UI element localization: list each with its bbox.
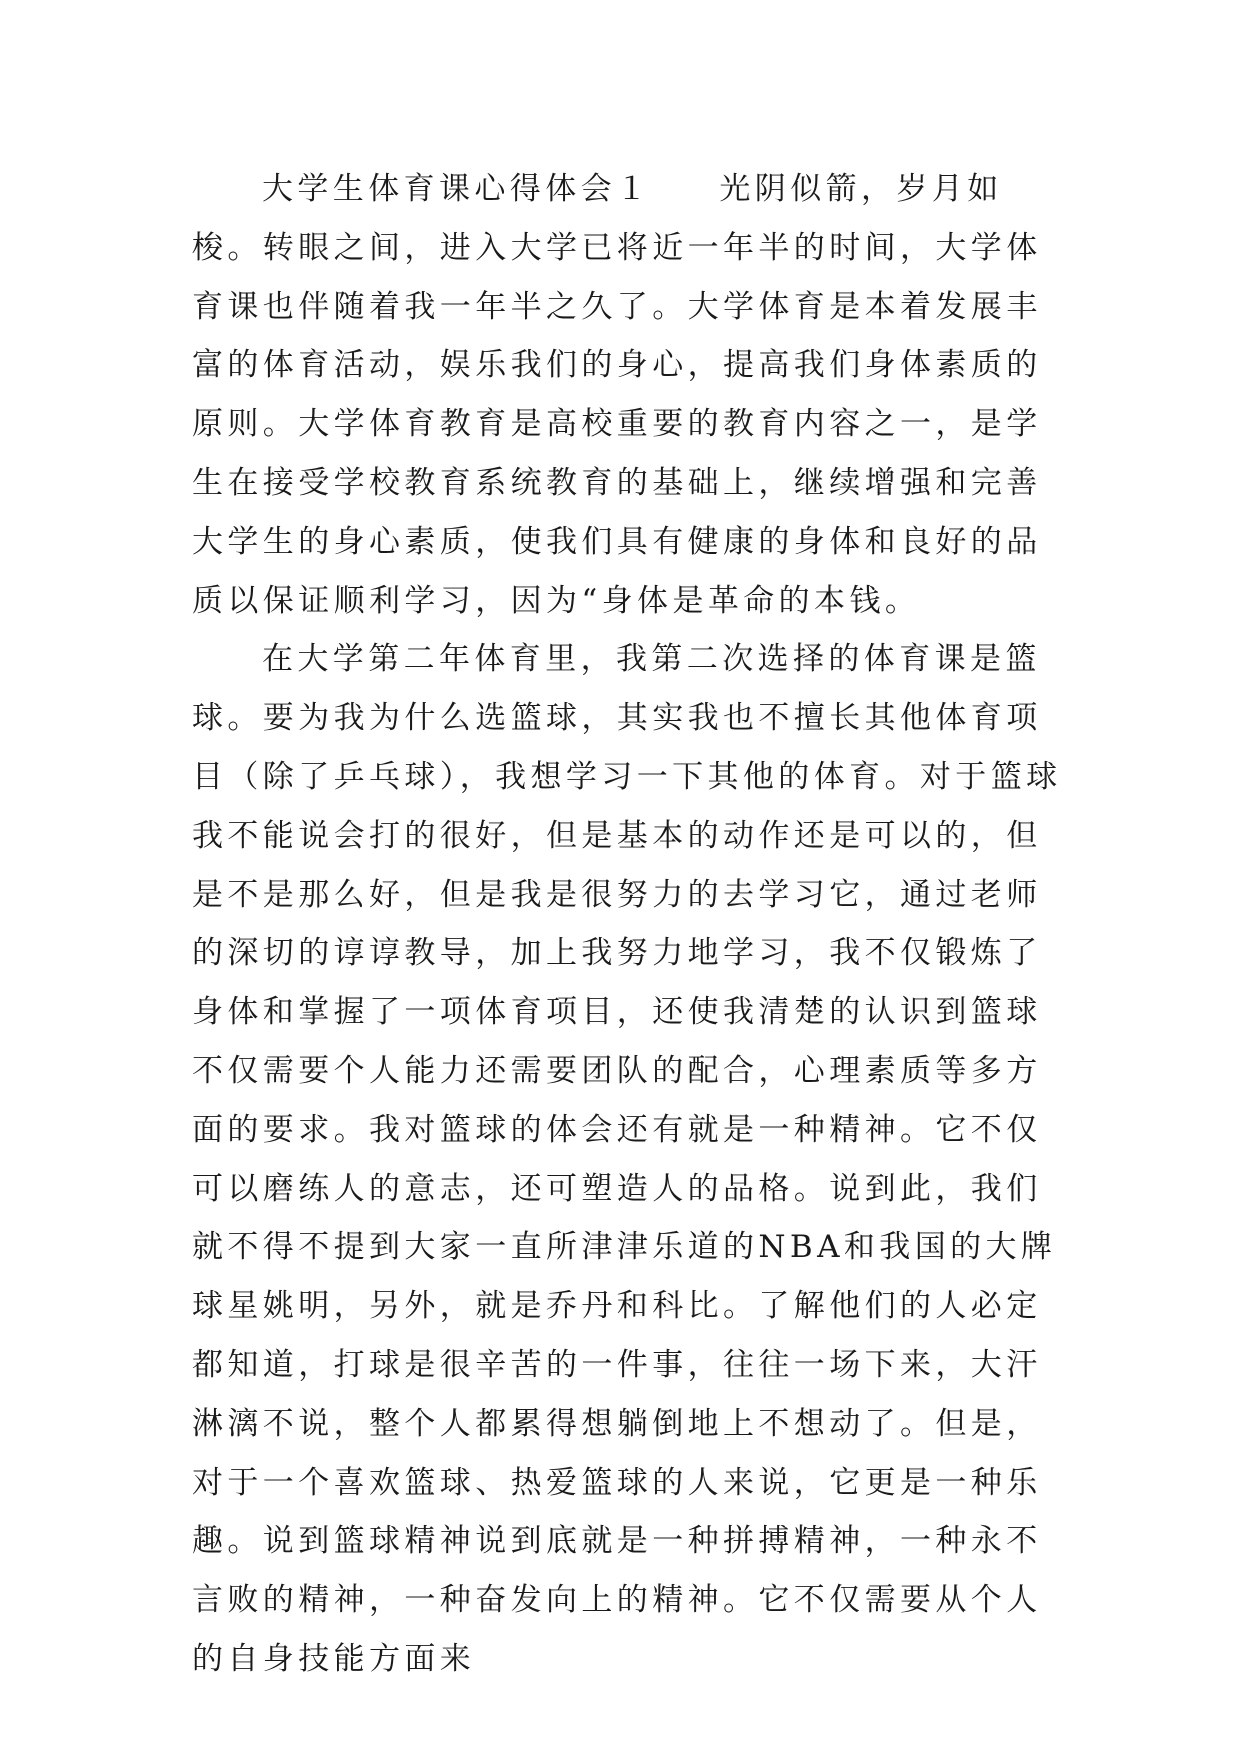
paragraph-1-text: 光阴似箭，岁月如梭。转眼之间，进入大学已将近一年半的时间，大学体育课也伴随着我一年半之久了。大学体育是本着发展丰富的体育活动，娱乐我们的身心，提高我们身体素质的原则。大学体育教育是高校重要的教育内容之一，是学生在接受学校教育系统教育的基础上，继续增强和完善大学生的身心素质，使我们具有健康的身体和良好的品质以保证顺利学习，因为“身体是革命的本钱。: [192, 171, 1042, 619]
document-body: [192, 160, 1064, 1689]
paragraph-1: [192, 160, 1064, 630]
paragraph-2: 在大学第二年体育里，我第二次选择的体育课是篮球。要为我为什么选篮球，其实我也不擅长其他体育项目（除了乒乓球），我想学习一下其他的体育。对于篮球我不能说会打的很好，但是基本的动作还是可以的，但是不是那么好，但是我是很努力的去学习它，通过老师的深切的谆谆教导，加上我努力地学习，我不仅锻炼了身体和掌握了一项体育项目，还使我清楚的认识到篮球不仅需要个人能力还需要团队的配合，心理素质等多方面的要求。我对篮球的体会还有就是一种精神。它不仅可以磨练人的意志，还可塑造人的品格。说到此，我们就不得不提到大家一直所津津乐道的NBA和我国的大牌球星姚明，另外，就是乔丹和科比。了解他们的人必定都知道，打球是很辛苦的一件事，往往一场下来，大汗淋漓不说，整个人都累得想躺倒地上不想动了。但是，对于一个喜欢篮球、热爱篮球的人来说，它更是一种乐趣。说到篮球精神说到底就是一种拼搏精神，一种永不言败的精神，一种奋发向上的精神。它不仅需要从个人的自身技能方面来: [192, 641, 1062, 1677]
document-heading: 大学生体育课心得体会１: [262, 171, 652, 207]
